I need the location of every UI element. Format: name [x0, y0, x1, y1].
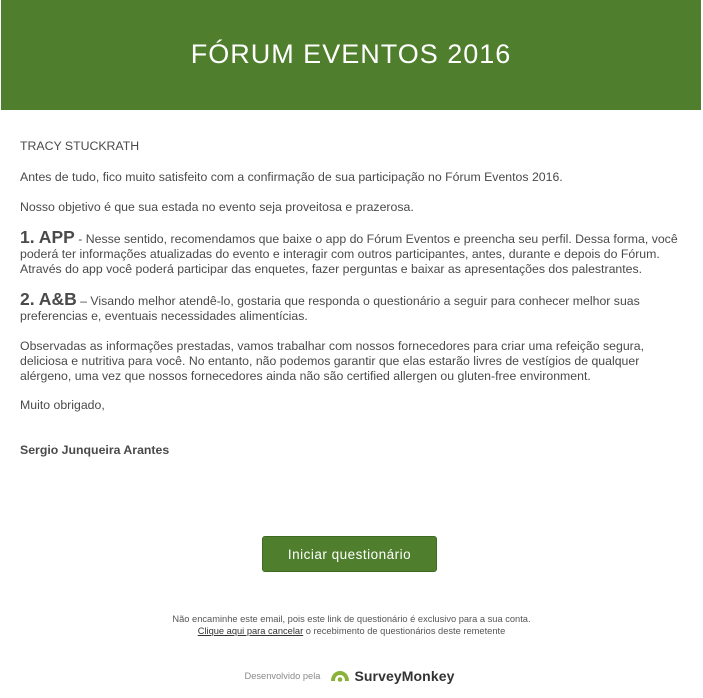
surveymonkey-logo-icon	[329, 669, 351, 683]
app-paragraph	[20, 227, 685, 277]
intro-paragraph: Antes de tudo, fico muito satisfeito com a confirmação de sua participação no Fórum Eventos 2016.	[20, 170, 563, 184]
signature: Sergio Junqueira Arantes	[20, 443, 170, 457]
unsubscribe-text: o recebimento de questionários deste remetente	[303, 626, 506, 636]
thanks-line: Muito obrigado,	[20, 398, 105, 412]
cta-container	[0, 536, 703, 572]
ab-paragraph	[20, 289, 685, 324]
unsubscribe-link[interactable]: Clique aqui para cancelar	[197, 626, 304, 636]
goal-paragraph: Nosso objetivo é que sua estada no evento seja proveitosa e prazerosa.	[20, 200, 414, 214]
surveymonkey-logo[interactable]	[329, 668, 454, 684]
email-body	[20, 139, 685, 458]
email-footer	[0, 613, 703, 637]
surveymonkey-wordmark: SurveyMonkey	[354, 668, 455, 684]
ab-section-text: – Visando melhor atendê-lo, gostaria que responda o questionário a seguir para conhecer melhor suas preferencias e, eventuais necessidades alimentícias.	[20, 294, 640, 323]
app-section-text: - Nesse sentido, recomendamos que baixe o app do Fórum Eventos e preencha seu perfil. Dessa forma, você poderá ter informações atualizadas do evento e interagir com outros participantes, antes, durante e depois do Fórum. Através do app você poderá participar das enquetes, fazer perguntas e baixar as apresentações dos palestrantes.	[20, 232, 678, 276]
start-survey-button[interactable]: Iniciar questionário	[262, 536, 437, 572]
powered-by-label: Desenvolvido pela	[244, 671, 321, 681]
ab-section-title: 2. A&B	[20, 289, 77, 309]
footer-unsubscribe-line	[0, 625, 703, 637]
observations-paragraph: Observadas as informações prestadas, vamos trabalhar com nossos fornecedores para criar uma refeição segura, deliciosa e nutritiva para você. No entanto, não podemos garantir que elas estarão livres de vestígios de qualquer alérgeno, uma vez que nossos fornecedores ainda não são certified allergen ou gluten-free environment.	[20, 339, 645, 383]
email-header	[1, 0, 701, 110]
powered-by	[0, 668, 703, 684]
footer-notice: Não encaminhe este email, pois este link de questionário é exclusivo para a sua conta.	[172, 614, 531, 624]
recipient-name: TRACY STUCKRATH	[20, 139, 140, 153]
powered-by-inner	[244, 668, 454, 684]
app-section-title: 1. APP	[20, 227, 75, 247]
header-title: FÓRUM EVENTOS 2016	[190, 38, 512, 69]
